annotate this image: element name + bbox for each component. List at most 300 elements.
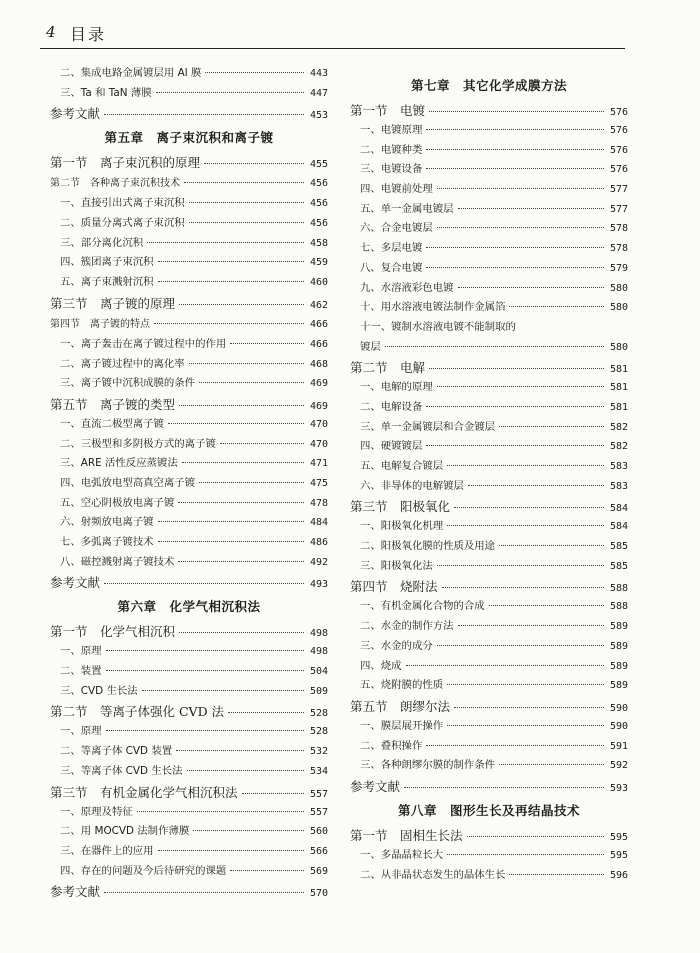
toc-page-number: 478: [309, 497, 328, 509]
dot-leader: [499, 545, 604, 546]
dot-leader: [458, 625, 604, 626]
toc-label: 三、水金的成分: [360, 639, 433, 652]
toc-page-number: 576: [609, 144, 628, 156]
toc-label: 三、离子镀中沉积成膜的条件: [60, 377, 196, 390]
toc-item[interactable]: [50, 742, 328, 762]
toc-page-number: 578: [609, 223, 628, 235]
dot-leader: [220, 443, 304, 444]
toc-item[interactable]: [50, 84, 328, 104]
toc-section[interactable]: [350, 100, 628, 121]
dot-leader: [437, 227, 604, 228]
dot-leader: [437, 188, 604, 189]
toc-label: 参考文献: [50, 575, 101, 591]
toc-item[interactable]: [50, 214, 328, 234]
toc-section[interactable]: [350, 496, 628, 517]
toc-label: 二、叠积操作: [360, 739, 423, 752]
dot-leader: [426, 445, 604, 446]
dot-leader: [437, 386, 604, 387]
toc-section[interactable]: [350, 825, 628, 846]
toc-page-number: 576: [609, 125, 628, 136]
dot-leader: [182, 462, 304, 463]
toc-page-number: 577: [609, 203, 628, 215]
dot-leader: [106, 730, 304, 731]
toc-label: 六、非导体的电解镀层: [360, 479, 464, 492]
toc-references[interactable]: [350, 776, 628, 797]
toc-page-number: 447: [309, 87, 328, 99]
toc-label: 九、水溶液彩色电镀: [360, 281, 454, 294]
toc-label: 第三节 有机金属化学气相沉积法: [50, 784, 238, 800]
dot-leader: [426, 129, 604, 130]
toc-item[interactable]: [350, 160, 628, 180]
toc-label: 一、直流二极型离子镀: [60, 417, 164, 430]
toc-item[interactable]: [350, 141, 628, 161]
dot-leader: [158, 521, 304, 522]
toc-page-number: 566: [309, 845, 328, 857]
dot-leader: [189, 222, 304, 223]
toc-label: 五、空心阴极放电离子镀: [60, 496, 175, 509]
dot-leader: [158, 541, 304, 542]
toc-page-number: 589: [609, 621, 628, 633]
toc-page-number: 588: [609, 601, 628, 613]
toc-item[interactable]: [50, 662, 328, 682]
dot-leader: [467, 836, 604, 837]
dot-leader: [178, 561, 304, 562]
toc-item[interactable]: [350, 318, 628, 338]
toc-label: 四、电镀前处理: [360, 183, 433, 196]
toc-item[interactable]: [350, 418, 628, 438]
toc-item[interactable]: [50, 415, 328, 435]
toc-label: 四、硬镀镀层: [360, 440, 423, 453]
toc-page-number: 590: [609, 702, 628, 714]
toc-page-number: 528: [309, 726, 328, 738]
dot-leader: [156, 92, 304, 93]
dot-leader: [106, 670, 304, 671]
toc-references[interactable]: [50, 881, 328, 902]
toc-page-number: 469: [309, 400, 328, 412]
toc-page-number: 579: [609, 262, 628, 274]
toc-page-number: 509: [309, 685, 328, 697]
toc-item[interactable]: [50, 335, 328, 355]
toc-label: 二、离子镀过程中的离化率: [60, 357, 185, 370]
toc-page-number: 595: [609, 831, 628, 843]
toc-item[interactable]: [50, 494, 328, 514]
toc-label: 第三节 阳极氧化: [350, 499, 451, 515]
toc-item[interactable]: [50, 64, 328, 84]
toc-section[interactable]: [50, 701, 328, 722]
dot-leader: [489, 605, 604, 606]
header-rule: [40, 48, 625, 49]
toc-page-number: 493: [309, 579, 328, 591]
toc-label: 第二节 各种离子束沉积技术: [50, 178, 180, 190]
toc-section[interactable]: [50, 782, 328, 803]
page-header: [40, 22, 620, 48]
toc-label: 二、电镀种类: [360, 143, 423, 156]
toc-item[interactable]: [350, 637, 628, 657]
dot-leader: [137, 811, 304, 812]
dot-leader: [158, 850, 304, 851]
toc-label: 二、从非晶状态发生的晶体生长: [360, 868, 506, 881]
toc-label: 第一节 离子束沉积的原理: [50, 155, 201, 171]
toc-section[interactable]: [50, 293, 328, 314]
toc-label: 二、阳极氧化膜的性质及用途: [360, 540, 496, 553]
toc-label: 二、质量分离式离子束沉积: [60, 217, 185, 230]
toc-item[interactable]: [50, 842, 328, 862]
toc-page-number: 583: [609, 461, 628, 472]
dot-leader: [228, 712, 304, 713]
toc-page-number: 593: [609, 782, 628, 794]
toc-item[interactable]: [350, 597, 628, 617]
toc-page-number: 582: [609, 421, 628, 433]
dot-leader: [189, 202, 304, 203]
toc-label: 二、水金的制作方法: [360, 620, 454, 633]
toc-page-number: 582: [609, 441, 628, 453]
toc-label: 八、复合电镀: [360, 261, 423, 274]
toc-page-number: 475: [309, 477, 328, 489]
toc-right-column: [350, 72, 628, 885]
toc-label: 六、射频放电离子镀: [60, 516, 154, 529]
toc-page-number: 470: [309, 438, 328, 450]
toc-label: 第四节 离子镀的特点: [50, 318, 150, 330]
toc-label: 四、簇团离子束沉积: [60, 256, 154, 269]
dot-leader: [458, 208, 604, 209]
dot-leader: [404, 787, 604, 788]
toc-item[interactable]: [350, 200, 628, 220]
toc-page-number: 470: [309, 418, 328, 430]
dot-leader: [106, 650, 304, 651]
toc-page-number: 466: [309, 338, 328, 350]
toc-label: 一、原理: [60, 725, 102, 738]
toc-label: 三、电镀设备: [360, 163, 423, 176]
toc-item[interactable]: [350, 657, 628, 677]
toc-item[interactable]: [50, 513, 328, 533]
toc-label: 一、直接引出式离子束沉积: [60, 197, 185, 210]
toc-label: 三、部分离化沉积: [60, 236, 144, 249]
toc-page-number: 580: [609, 341, 628, 353]
toc-page-number: 456: [309, 178, 328, 190]
toc-label: 三、阳极氧化法: [360, 559, 433, 572]
toc-label: 第一节 固相生长法: [350, 827, 463, 843]
toc-item[interactable]: [350, 676, 628, 696]
toc-item[interactable]: [50, 435, 328, 455]
toc-page-number: 469: [309, 378, 328, 390]
toc-section[interactable]: [50, 621, 328, 642]
dot-leader: [437, 565, 604, 566]
toc-left-column: [50, 64, 328, 902]
toc-item[interactable]: [350, 180, 628, 200]
toc-page-number: 460: [309, 277, 328, 289]
toc-page-number: 498: [309, 628, 328, 640]
chapter-heading: 第七章 其它化学成膜方法: [410, 78, 567, 93]
toc-page-number: 588: [609, 583, 628, 595]
toc-item[interactable]: [350, 537, 628, 557]
toc-page-number: 557: [309, 788, 328, 800]
dot-leader: [426, 267, 604, 268]
dot-leader: [179, 632, 304, 633]
toc-label: 二、三极型和多阴极方式的离子镀: [60, 437, 216, 450]
chapter-heading: 第六章 化学气相沉积法: [117, 599, 261, 615]
dot-leader: [179, 304, 304, 305]
dot-leader: [179, 405, 304, 406]
toc-item[interactable]: [350, 617, 628, 637]
dot-leader: [442, 587, 604, 588]
toc-page-number: 534: [309, 765, 328, 777]
toc-label: 五、单一金属电镀层: [360, 202, 454, 215]
toc-section[interactable]: [350, 357, 628, 378]
toc-label: 十一、镀制水溶液电镀不能制取的: [360, 320, 516, 333]
toc-item-continued[interactable]: [350, 338, 628, 358]
toc-label: 二、用 MOCVD 法制作薄膜: [60, 825, 190, 838]
toc-item[interactable]: [350, 298, 628, 318]
toc-page-number: 453: [309, 110, 328, 122]
toc-label: 第一节 电镀: [350, 103, 426, 118]
dot-leader: [447, 725, 604, 726]
header-title: 目录: [70, 25, 107, 44]
dot-leader: [468, 485, 604, 486]
toc-page-number: 498: [309, 646, 328, 658]
dot-leader: [429, 368, 604, 369]
dot-leader: [447, 525, 604, 526]
toc-page-number: 590: [609, 720, 628, 732]
dot-leader: [104, 892, 304, 893]
chapter-heading: 第八章 图形生长及再结晶技术: [397, 802, 580, 818]
toc-label: 六、合金电镀层: [360, 222, 433, 235]
toc-item[interactable]: [50, 234, 328, 254]
toc-label: 参考文献: [50, 884, 101, 900]
toc-page-number: 581: [609, 382, 628, 394]
dot-leader: [499, 764, 604, 765]
toc-item[interactable]: [350, 756, 628, 776]
toc-page-number: 595: [609, 849, 628, 861]
toc-label: 四、烧成: [360, 659, 402, 672]
dot-leader: [429, 111, 604, 112]
toc-section[interactable]: [350, 576, 628, 597]
dot-leader: [189, 363, 304, 364]
toc-label: 二、装置: [60, 665, 102, 678]
toc-item[interactable]: [50, 822, 328, 842]
toc-page-number: 504: [309, 666, 328, 678]
toc-item[interactable]: [350, 846, 628, 866]
toc-item[interactable]: [350, 121, 628, 141]
toc-item[interactable]: [50, 682, 328, 702]
toc-page-number: 468: [309, 358, 328, 370]
toc-label: 三、等离子体 CVD 生长法: [60, 764, 183, 777]
toc-references[interactable]: [50, 572, 328, 593]
toc-item[interactable]: [350, 239, 628, 259]
toc-item[interactable]: [50, 273, 328, 293]
toc-item[interactable]: [350, 717, 628, 737]
toc-page-number: 532: [309, 746, 328, 758]
toc-page-number: 492: [309, 556, 328, 568]
toc-label: 三、Ta 和 TaN 薄膜: [60, 86, 152, 99]
toc-page-number: 581: [609, 401, 628, 413]
dot-leader: [178, 502, 304, 503]
toc-label: 八、磁控溅射离子镀技术: [60, 555, 175, 568]
toc-page-number: 462: [309, 299, 328, 311]
toc-label: 第二节 等离子体强化 CVD 法: [50, 704, 225, 720]
dot-leader: [458, 287, 604, 288]
toc-item[interactable]: [50, 642, 328, 662]
toc-label: 三、单一金属镀层和合金镀层: [360, 420, 496, 433]
toc-item[interactable]: [350, 866, 628, 886]
toc-page-number: 578: [609, 243, 628, 255]
toc-label: 二、集成电路金属镀层用 Al 膜: [60, 67, 202, 79]
dot-leader: [204, 163, 304, 164]
dot-leader: [406, 665, 604, 666]
dot-leader: [147, 242, 304, 243]
toc-page-number: 466: [309, 318, 328, 330]
dot-leader: [454, 707, 604, 708]
toc-item[interactable]: [350, 219, 628, 239]
toc-label: 一、离子轰击在离子镀过程中的作用: [60, 337, 227, 350]
toc-label: 三、CVD 生长法: [60, 684, 138, 697]
toc-page-number: 560: [309, 826, 328, 838]
toc-item[interactable]: [50, 553, 328, 573]
toc-label: 第三节 离子镀的原理: [50, 295, 176, 311]
toc-page-number: 581: [609, 364, 628, 376]
toc-page-number: 589: [609, 640, 628, 652]
dot-leader: [158, 261, 304, 262]
toc-label: 十、用水溶液电镀法制作金属箔: [360, 301, 506, 314]
dot-leader: [426, 168, 604, 169]
toc-page-number: 585: [609, 541, 628, 553]
dot-leader: [184, 182, 304, 183]
toc-item[interactable]: [350, 737, 628, 757]
toc-item[interactable]: [350, 457, 628, 477]
dot-leader: [509, 306, 604, 307]
dot-leader: [385, 346, 604, 347]
dot-leader: [426, 745, 604, 746]
dot-leader: [205, 72, 304, 73]
toc-page-number: 576: [609, 164, 628, 176]
toc-label: 二、等离子体 CVD 装置: [60, 745, 173, 758]
toc-item[interactable]: [350, 259, 628, 279]
toc-item[interactable]: [350, 398, 628, 418]
toc-page-number: 596: [609, 869, 628, 881]
dot-leader: [168, 423, 304, 424]
toc-label: 一、多晶晶粒长大: [360, 848, 444, 861]
dot-leader: [104, 114, 304, 115]
toc-page-number: 459: [309, 257, 328, 269]
toc-page-number: 580: [609, 302, 628, 314]
dot-leader: [499, 426, 604, 427]
toc-label: 五、烧附膜的性质: [360, 679, 444, 692]
dot-leader: [176, 750, 304, 751]
toc-label: 三、各种朗缪尔膜的制作条件: [360, 759, 496, 772]
toc-page-number: 484: [309, 517, 328, 529]
dot-leader: [426, 247, 604, 248]
toc-item[interactable]: [50, 762, 328, 782]
toc-item[interactable]: [50, 533, 328, 553]
toc-section[interactable]: [350, 696, 628, 717]
dot-leader: [193, 830, 304, 831]
toc-item[interactable]: [350, 557, 628, 577]
dot-leader: [199, 382, 304, 383]
toc-label: 一、原理: [60, 645, 102, 658]
toc-label: 五、电解复合镀层: [360, 460, 444, 472]
toc-item[interactable]: [350, 279, 628, 299]
toc-item[interactable]: [350, 378, 628, 398]
toc-page-number: 584: [609, 521, 628, 533]
dot-leader: [187, 770, 305, 771]
page-number: 4: [46, 23, 56, 41]
toc-item[interactable]: [350, 437, 628, 457]
toc-references[interactable]: [50, 103, 328, 124]
toc-label: 七、多层电镀: [360, 242, 423, 255]
dot-leader: [230, 870, 304, 871]
dot-leader: [509, 874, 604, 875]
toc-page-number: 486: [309, 537, 328, 548]
toc-item[interactable]: [50, 374, 328, 394]
toc-item[interactable]: [50, 454, 328, 474]
toc-item[interactable]: [50, 253, 328, 273]
toc-page-number: 471: [309, 458, 328, 470]
toc-page-number: 584: [609, 503, 628, 515]
dot-leader: [426, 406, 604, 407]
toc-label: 第五节 朗缪尔法: [350, 698, 451, 714]
toc-label: 四、电弧放电型高真空离子镀: [60, 476, 196, 489]
dot-leader: [199, 482, 304, 483]
dot-leader: [230, 343, 304, 344]
toc-section[interactable]: [50, 152, 328, 173]
toc-page-number: 577: [609, 184, 628, 196]
dot-leader: [426, 149, 604, 150]
toc-label: 第五节 离子镀的类型: [50, 396, 176, 412]
toc-label: 三、ARE 活性反应蒸镀法: [60, 457, 178, 470]
dot-leader: [104, 583, 304, 584]
toc-label: 镀层: [360, 340, 381, 353]
toc-page-number: 580: [609, 282, 628, 294]
toc-page-number: 458: [309, 237, 328, 249]
toc-label: 七、多弧离子镀技术: [60, 536, 154, 548]
toc-section[interactable]: [50, 314, 328, 335]
toc-label: 一、阳极氧化机理: [360, 520, 444, 533]
toc-page-number: 528: [309, 708, 328, 720]
toc-label: 三、在器件上的应用: [60, 844, 154, 857]
toc-label: 第四节 烧附法: [350, 579, 438, 595]
toc-label: 参考文献: [50, 106, 101, 122]
dot-leader: [242, 793, 304, 794]
dot-leader: [447, 684, 604, 685]
toc-page-number: 456: [309, 218, 328, 230]
toc-label: 第一节 化学气相沉积: [50, 624, 176, 640]
dot-leader: [447, 854, 604, 855]
toc-item[interactable]: [50, 803, 328, 823]
toc-page-number: 456: [309, 198, 328, 210]
dot-leader: [158, 281, 304, 282]
toc-item[interactable]: [50, 474, 328, 494]
toc-section[interactable]: [50, 394, 328, 415]
toc-item[interactable]: [50, 355, 328, 375]
toc-page-number: 570: [309, 888, 328, 900]
toc-label: 四、存在的问题及今后待研究的课题: [60, 864, 227, 877]
toc-page-number: 443: [309, 68, 328, 79]
toc-item[interactable]: [350, 477, 628, 497]
dot-leader: [154, 323, 304, 324]
toc-item[interactable]: [50, 722, 328, 742]
toc-item[interactable]: [350, 517, 628, 537]
dot-leader: [454, 507, 604, 508]
toc-label: 第二节 电解: [350, 360, 426, 376]
toc-item[interactable]: [50, 862, 328, 882]
toc-label: 一、膜层展开操作: [360, 719, 444, 732]
dot-leader: [437, 645, 604, 646]
toc-item[interactable]: [50, 194, 328, 214]
toc-page-number: 589: [609, 680, 628, 692]
toc-page-number: 557: [309, 806, 328, 818]
toc-section[interactable]: [50, 173, 328, 194]
toc-label: 一、原理及特征: [60, 805, 133, 818]
toc-label: 二、电解设备: [360, 400, 423, 413]
